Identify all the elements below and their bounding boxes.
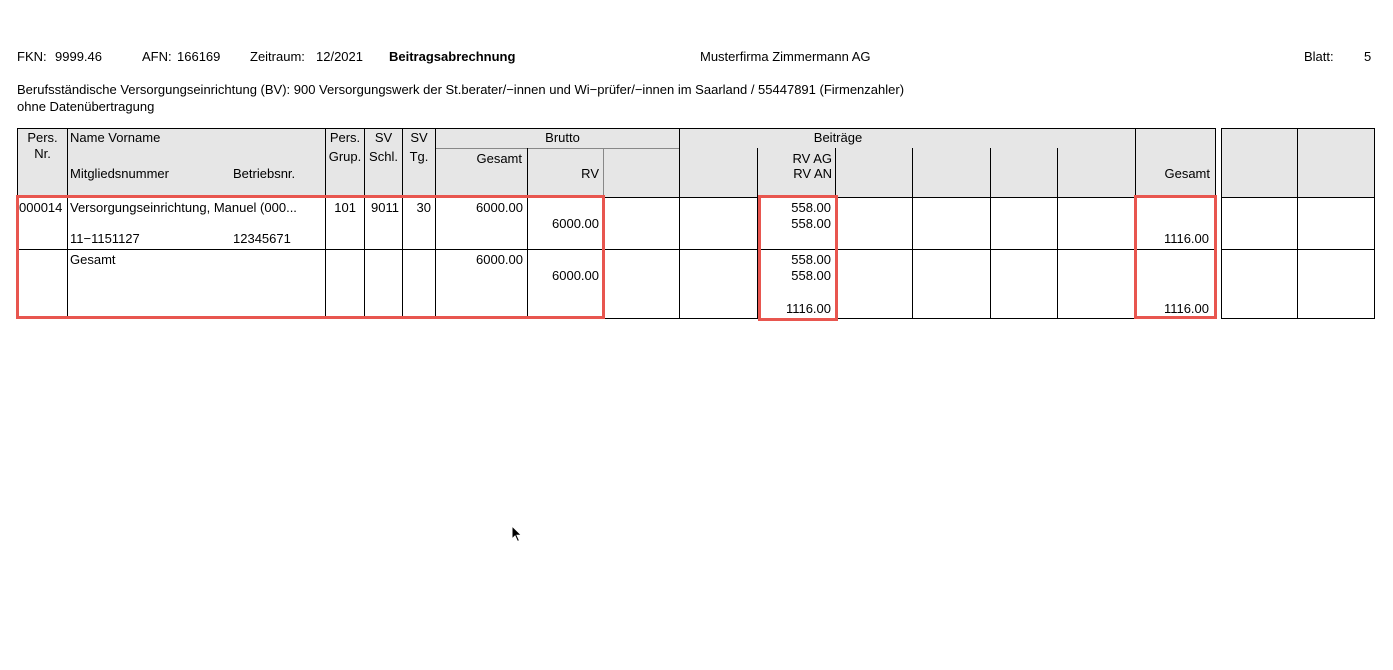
highlight-box-employee-brutto bbox=[16, 195, 605, 319]
total-rv-ag: 558.00 bbox=[791, 252, 831, 267]
col-header-mitgliedsnummer: Mitgliedsnummer bbox=[70, 166, 169, 181]
company-name: Musterfirma Zimmermann AG bbox=[700, 49, 871, 64]
fkn-value: 9999.46 bbox=[55, 49, 102, 64]
secondary-table-frame bbox=[1221, 128, 1375, 319]
cell-name: Versorgungseinrichtung, Manuel (000... bbox=[70, 200, 297, 215]
transfer-info-line: ohne Datenübertragung bbox=[17, 99, 155, 114]
cell-rv-an: 558.00 bbox=[791, 216, 831, 231]
col-header-rv-an: RV AN bbox=[793, 166, 832, 181]
col-header-pers-nr-1: Pers. bbox=[27, 130, 58, 145]
col-divider bbox=[1057, 148, 1058, 319]
total-label: Gesamt bbox=[70, 252, 116, 267]
col-header-sv-tg-2: Tg. bbox=[409, 149, 429, 164]
fkn-label: FKN: bbox=[17, 49, 47, 64]
cell-rv-ag: 558.00 bbox=[791, 200, 831, 215]
zeitraum-label: Zeitraum: bbox=[250, 49, 305, 64]
brutto-subdivider bbox=[436, 148, 680, 149]
col-divider bbox=[679, 128, 680, 319]
col-header-pers-grup-1: Pers. bbox=[329, 130, 361, 145]
col-header-beitraege: Beiträge bbox=[813, 130, 863, 145]
blatt-label: Blatt: bbox=[1304, 49, 1334, 64]
col-header-pers-grup-2: Grup. bbox=[328, 149, 362, 164]
cell-pers-nr: 000014 bbox=[19, 200, 63, 215]
highlight-box-gesamt bbox=[1134, 195, 1217, 319]
total-rv-an: 558.00 bbox=[791, 268, 831, 283]
col-divider bbox=[912, 148, 913, 319]
col-header-brutto: Brutto bbox=[545, 130, 580, 145]
cell-pers-grup: 101 bbox=[334, 200, 356, 215]
mouse-cursor-icon bbox=[511, 525, 523, 546]
col-header-brutto-rv: RV bbox=[581, 166, 599, 181]
total-gesamt: 1116.00 bbox=[1163, 301, 1209, 316]
cell-brutto-gesamt: 6000.00 bbox=[476, 200, 523, 215]
cell-brutto-rv: 6000.00 bbox=[552, 216, 599, 231]
total-brutto-rv: 6000.00 bbox=[552, 268, 599, 283]
zeitraum-value: 12/2021 bbox=[316, 49, 363, 64]
col-header-gesamt: Gesamt bbox=[1164, 166, 1210, 181]
col-header-pers-nr-2: Nr. bbox=[34, 146, 51, 161]
document-title: Beitragsabrechnung bbox=[389, 49, 516, 64]
col-header-brutto-gesamt: Gesamt bbox=[476, 151, 522, 166]
col-header-rv-ag: RV AG bbox=[792, 151, 832, 166]
col-header-sv-tg-1: SV bbox=[410, 130, 428, 145]
cell-sv-schl: 9011 bbox=[371, 200, 399, 215]
total-brutto-gesamt: 6000.00 bbox=[476, 252, 523, 267]
total-rv-sum: 1116.00 bbox=[785, 301, 831, 316]
col-header-name: Name Vorname bbox=[70, 130, 161, 145]
col-divider bbox=[990, 148, 991, 319]
highlight-box-rv bbox=[758, 195, 838, 321]
cell-betriebsnr: 12345671 bbox=[233, 231, 291, 246]
cell-gesamt: 1116.00 bbox=[1163, 231, 1209, 246]
cell-sv-tg: 30 bbox=[416, 200, 431, 215]
col-header-sv-schl-1: SV bbox=[374, 130, 393, 145]
bv-info-line: Berufsständische Versorgungseinrichtung (BV): 900 Versorgungswerk der St.berater/−innen und Wi−prüfer/−innen im Saarland / 55447891 (Firmenzahler) bbox=[17, 82, 905, 97]
afn-label: AFN: bbox=[142, 49, 172, 64]
secondary-col-divider bbox=[1297, 128, 1298, 319]
col-header-sv-schl-2: Schl. bbox=[369, 149, 398, 164]
cell-mitgliedsnummer: 11−1151127 bbox=[70, 231, 140, 246]
afn-value: 166169 bbox=[177, 49, 221, 64]
blatt-value: 5 bbox=[1364, 49, 1372, 64]
col-header-betriebsnr: Betriebsnr. bbox=[233, 166, 296, 181]
